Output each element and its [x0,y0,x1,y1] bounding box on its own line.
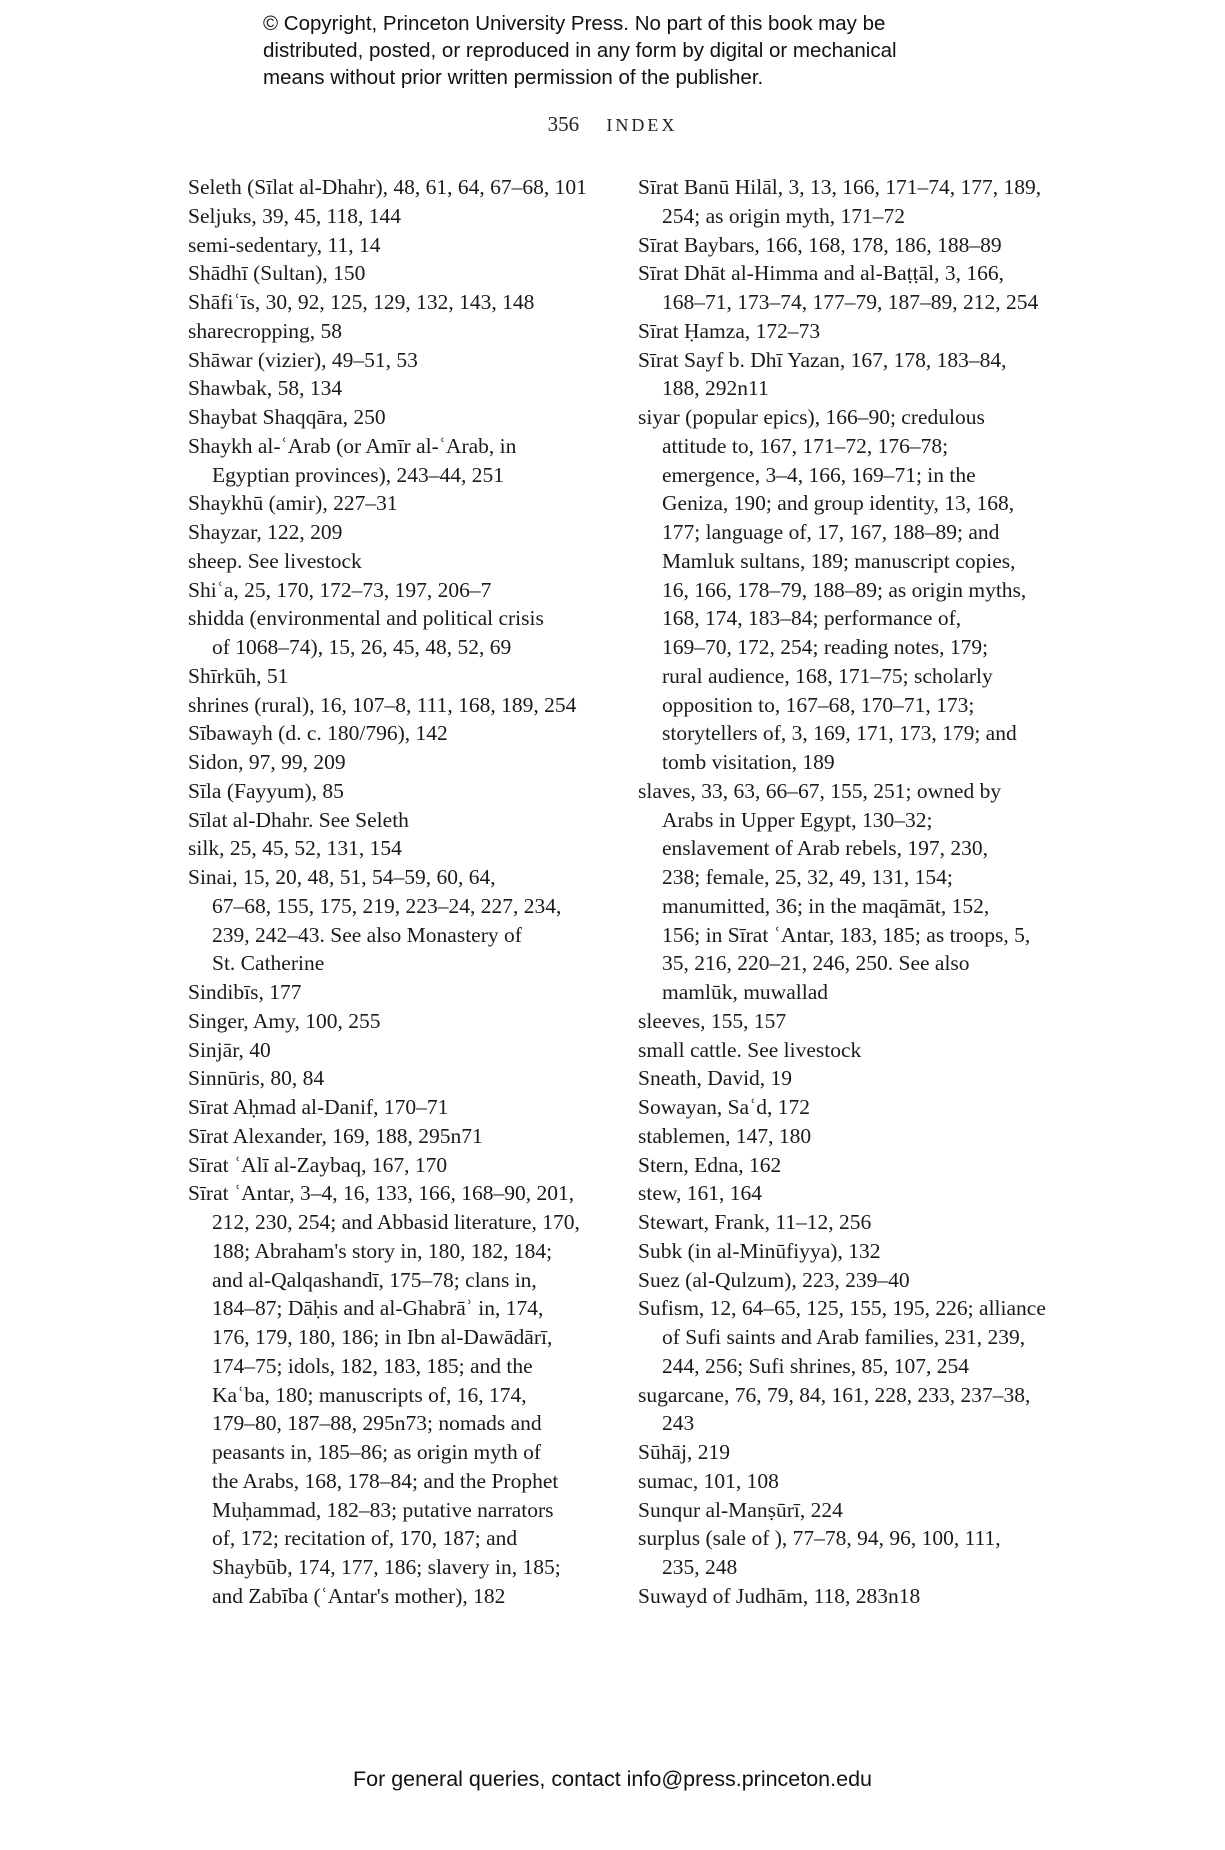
index-entry-line: tomb visitation, 189 [662,750,835,774]
index-entry-line: 177; language of, 17, 167, 188–89; and [662,520,1000,544]
index-entry-line: Sīlat al-Dhahr. See Seleth [188,807,409,832]
index-entry-line: Seljuks, 39, 45, 118, 144 [188,203,402,228]
index-entry-line: Sinjār, 40 [188,1037,271,1062]
section-title: INDEX [606,115,678,135]
index-entry-line: Sīrat Banū Hilāl, 3, 13, 166, 171–74, 177, 189, [638,175,1042,199]
index-entry-line: 16, 166, 178–79, 188–89; as origin myths, [662,577,1027,602]
index-entry-line: sleeves, 155, 157 [638,1008,787,1033]
index-entry-line: Sidon, 97, 99, 209 [188,750,346,774]
index-column-left [188,173,628,1611]
index-entry-line: siyar (popular epics), 166–90; credulous [638,405,985,429]
index-entry-line: Sowayan, Saʿd, 172 [638,1095,810,1119]
index-entry-line: Sindibīs, 177 [188,980,302,1004]
index-entry-line: Sīrat ʿAntar, 3–4, 16, 133, 166, 168–90, 201, [188,1181,575,1206]
index-entry-line: Shaybat Shaqqāra, 250 [188,405,386,429]
index-entry-line: and Zabība (ʿAntar's mother), 182 [212,1583,506,1608]
index-entry-line: shidda (environmental and political crisis [188,606,544,631]
index-entry-line: Shaybūb, 174, 177, 186; slavery in, 185; [212,1555,561,1579]
index-entry-line: Sīrat Dhāt al-Himma and al-Baṭṭāl, 3, 166, [638,261,1005,286]
index-entry-line: attitude to, 167, 171–72, 176–78; [662,433,949,458]
index-entry-line: Mamluk sultans, 189; manuscript copies, [662,548,1016,573]
index-entry-line: peasants in, 185–86; as origin myth of [212,1440,542,1464]
index-entry-line: Stewart, Frank, 11–12, 256 [638,1210,872,1234]
index-entry-line: Shayzar, 122, 209 [188,520,343,544]
index-entry-line: Arabs in Upper Egypt, 130–32; [662,807,933,832]
index-entry-line: Sībawayh (d. c. 180/796), 142 [188,721,448,746]
index-entry-line: Shaykhū (amir), 227–31 [188,491,398,516]
index-entry-line: manumitted, 36; in the maqāmāt, 152, [662,893,990,918]
index-entry-line: surplus (sale of ), 77–78, 94, 96, 100, 111, [638,1526,1001,1551]
index-entry-line: Kaʿba, 180; manuscripts of, 16, 174, [212,1382,527,1407]
index-entry-line: 169–70, 172, 254; reading notes, 179; [662,635,989,659]
index-entry-line: Sinnūris, 80, 84 [188,1066,325,1091]
index-entry-line: enslavement of Arab rebels, 197, 230, [662,836,988,861]
index-entry-line: 188, 292n11 [662,376,769,401]
index-entry-line: Sīrat Alexander, 169, 188, 295n71 [188,1123,483,1148]
index-entry-line: 254; as origin myth, 171–72 [662,203,906,228]
index-entry-line: slaves, 33, 63, 66–67, 155, 251; owned by [638,778,1002,803]
index-entry-line: Shāwar (vizier), 49–51, 53 [188,347,418,372]
index-entry-line: 35, 216, 220–21, 246, 250. See also [662,951,970,976]
index-entry-line: stablemen, 147, 180 [638,1123,812,1148]
index-entry-line: Shawbak, 58, 134 [188,376,343,401]
index-entry-line: Sīrat Aḥmad al-Danif, 170–71 [188,1095,449,1119]
index-entry-line: Sīrat Ḥamza, 172–73 [638,318,821,343]
index-entry-line: Muḥammad, 182–83; putative narrators [212,1497,554,1522]
index-entry-line: mamlūk, muwallad [662,980,828,1004]
copyright-line: © Copyright, Princeton University Press. No part of this book may be [263,12,886,35]
index-entry-line: 235, 248 [662,1555,738,1579]
index-entry-line: Shiʿa, 25, 170, 172–73, 197, 206–7 [188,577,492,602]
index-entry-line: 243 [662,1411,695,1436]
index-entry-line: Geniza, 190; and group identity, 13, 168, [662,491,1015,516]
index-entry-line: 244, 256; Sufi shrines, 85, 107, 254 [662,1353,969,1378]
index-entry-line: Suwayd of Judhām, 118, 283n18 [638,1583,921,1608]
index-entry-line: Shaykh al-ʿArab (or Amīr al-ʿArab, in [188,433,517,458]
index-entry-line: storytellers of, 3, 169, 171, 173, 179; and [662,721,1017,746]
running-head [0,112,1225,137]
index-entry-line: 176, 179, 180, 186; in Ibn al-Dawādārī, [212,1325,553,1349]
index-entry-line: Sīrat Baybars, 166, 168, 178, 186, 188–89 [638,232,1002,257]
index-entry-line: Sunqur al-Manṣūrī, 224 [638,1497,843,1522]
index-entry-line: Sīla (Fayyum), 85 [188,778,344,803]
page-number: 356 [547,112,580,136]
index-entry-line: 212, 230, 254; and Abbasid literature, 170, [212,1210,580,1234]
index-entry-line: 156; in Sīrat ʿAntar, 183, 185; as troops, 5, [662,922,1031,947]
index-entry-line: Suez (al-Qulzum), 223, 239–40 [638,1267,910,1292]
index-entry-line: 184–87; Dāḥis and al-Ghabrāʾ in, 174, [212,1296,544,1321]
index-entry-line: Sinai, 15, 20, 48, 51, 54–59, 60, 64, [188,865,496,889]
index-entry-line: 238; female, 25, 32, 49, 131, 154; [662,865,953,889]
index-entry-line: rural audience, 168, 171–75; scholarly [662,663,993,688]
index-entry-line: Sneath, David, 19 [638,1066,793,1091]
copyright-line: means without prior written permission of the publisher. [263,66,764,89]
index-entry-line: small cattle. See livestock [638,1037,862,1062]
index-entry-line: Shādhī (Sultan), 150 [188,261,366,286]
index-entry-line: Sīrat Sayf b. Dhī Yazan, 167, 178, 183–84, [638,347,1007,372]
copyright-line: distributed, posted, or reproduced in any form by digital or mechanical [263,39,897,62]
index-entry-line: shrines (rural), 16, 107–8, 111, 168, 189, 254 [188,692,577,717]
index-entry-line: 168, 174, 183–84; performance of, [662,606,962,631]
index-entry-line: Seleth (Sīlat al-Dhahr), 48, 61, 64, 67–68, 101 [188,175,587,199]
index-entry-line: Subk (in al-Minūfiyya), 132 [638,1238,881,1263]
index-entry-line: 179–80, 187–88, 295n73; nomads and [212,1411,542,1436]
index-entry-line: sheep. See livestock [188,548,362,573]
index-entry-line: 174–75; idols, 182, 183, 185; and the [212,1353,533,1378]
index-entry-line: opposition to, 167–68, 170–71, 173; [662,692,975,717]
index-entry-line: 239, 242–43. See also Monastery of [212,922,522,947]
index-entry-line: Stern, Edna, 162 [638,1152,782,1177]
index-entry-line: Shāfiʿīs, 30, 92, 125, 129, 132, 143, 148 [188,290,535,314]
footer-contact: For general queries, contact info@press.princeton.edu [352,1767,872,1791]
index-entry-line: Sīrat ʿAlī al-Zaybaq, 167, 170 [188,1152,448,1177]
index-column-right [638,173,1068,1611]
index-entry-line: Shīrkūh, 51 [188,663,289,688]
index-entry-line: 67–68, 155, 175, 219, 223–24, 227, 234, [212,893,562,918]
index-entry-line: the Arabs, 168, 178–84; and the Prophet [212,1468,559,1493]
index-entry-line: and al-Qalqashandī, 175–78; clans in, [212,1267,537,1292]
index-entry-line: sugarcane, 76, 79, 84, 161, 228, 233, 237–38, [638,1382,1031,1407]
copyright-notice [263,10,1023,91]
index-entry-line: emergence, 3–4, 166, 169–71; in the [662,462,976,487]
index-entry-line: semi-sedentary, 11, 14 [188,232,381,257]
index-entry-line: Sufism, 12, 64–65, 125, 155, 195, 226; alliance [638,1296,1046,1321]
index-entry-line: sharecropping, 58 [188,318,343,343]
index-entry-line: Sūhāj, 219 [638,1440,730,1464]
index-entry-line: of Sufi saints and Arab families, 231, 239, [662,1325,1026,1349]
index-entry-line: 188; Abraham's story in, 180, 182, 184; [212,1238,553,1263]
index-entry-line: silk, 25, 45, 52, 131, 154 [188,836,402,861]
index-entry-line: Singer, Amy, 100, 255 [188,1008,381,1033]
index-entry-line: 168–71, 173–74, 177–79, 187–89, 212, 254 [662,290,1039,314]
index-entry-line: sumac, 101, 108 [638,1468,779,1493]
index-entry-line: Egyptian provinces), 243–44, 251 [212,462,504,487]
index-entry-line: of, 172; recitation of, 170, 187; and [212,1526,518,1551]
index-entry-line: St. Catherine [212,951,325,976]
index-entry-line: stew, 161, 164 [638,1181,763,1206]
index-entry-line: of 1068–74), 15, 26, 45, 48, 52, 69 [212,635,512,659]
